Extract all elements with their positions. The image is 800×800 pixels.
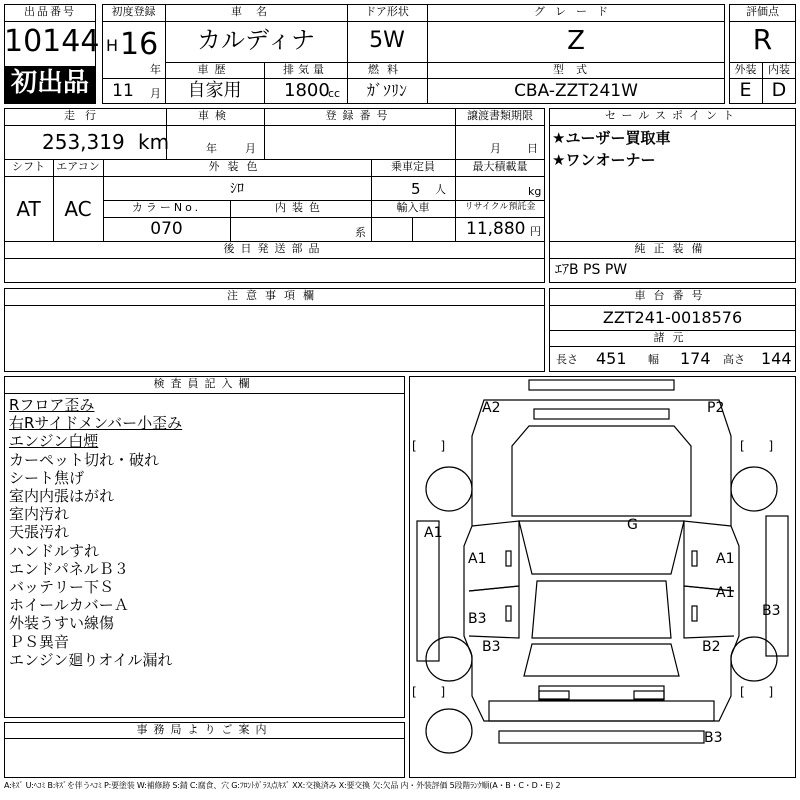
color-label: 外装色	[208, 160, 266, 173]
spare-tire-shape	[426, 709, 472, 753]
mileage-label: 走行	[64, 109, 106, 122]
model-label: 型式	[553, 63, 599, 76]
capacity: 5	[411, 180, 421, 198]
recycle-label: リサイクル預託金	[464, 202, 536, 212]
mark-p2: P2	[707, 400, 725, 416]
transfer-day-unit: 日	[527, 142, 538, 155]
mark-b3-rear: B3	[704, 730, 723, 746]
lot-number: 10144	[4, 24, 100, 59]
inspector-note: エンジン白煙	[9, 432, 99, 451]
chassis-label: 車台番号	[634, 289, 711, 302]
color-no-label: カラーNo.	[131, 201, 202, 214]
era: H	[106, 36, 119, 55]
dims-label: 諸元	[653, 331, 692, 344]
first-reg-year: 16	[120, 27, 159, 62]
tailgate-shape	[539, 686, 664, 700]
mark-b3-left-rear-door: B3	[468, 611, 487, 627]
lot-label: 出品番号	[24, 5, 76, 18]
sales-point-label: セールスポイント	[604, 109, 740, 122]
score: R	[752, 23, 773, 56]
capacity-label: 乗車定員	[391, 160, 435, 173]
tire-rear-right-shape	[731, 637, 777, 681]
mark-b2-right-tire: B2	[702, 639, 721, 655]
recycle-unit: 円	[530, 225, 541, 238]
displacement-unit: cc	[328, 87, 341, 100]
inspector-note: エンドパネルＢ３	[9, 559, 129, 578]
sales-point-2: ★ワンオーナー	[552, 151, 656, 169]
interior-color-unit: 系	[355, 226, 366, 239]
transfer-month-unit: 月	[490, 142, 501, 155]
inspector-note: 外装うすい線傷	[9, 614, 115, 633]
length-label: 長さ	[556, 353, 578, 366]
tire-front-right-shape	[731, 467, 777, 511]
right-side-panel-shape	[766, 516, 788, 656]
load-label: 最大積載量	[472, 160, 528, 173]
inspector-note: 右Rサイドメンバー小歪み	[9, 414, 183, 433]
car-name-label: 車名	[231, 5, 281, 18]
mark-b3-right-panel: B3	[762, 603, 781, 619]
model: CBA-ZZT241W	[514, 81, 638, 101]
mark-a1-right-door: A1	[716, 551, 735, 567]
reg-number-label: 登録番号	[325, 109, 394, 122]
width-label: 幅	[648, 353, 659, 366]
exterior-label: 外装	[734, 63, 757, 76]
car-diagram	[409, 376, 796, 778]
first-reg-label: 初度登録	[111, 5, 156, 18]
ac-label: エアコン	[56, 160, 100, 173]
ac: AC	[64, 197, 92, 221]
color: ｼﾛ	[230, 181, 244, 197]
legend: A:ｷｽﾞ U:ﾍｺﾐ B:ｷｽﾞを伴うﾍｺﾐ P:要塗装 W:補修跡 S:錆 C:腐食、穴 G:ﾌﾛﾝﾄｶﾞﾗｽ点ｷｽﾞ XX:交換済み X:要交換 欠:欠品 内・外装評価 5段階ﾗﾝｸ順(A・B・C・D・E) 2	[4, 781, 561, 790]
load-unit: kg	[528, 185, 542, 198]
exterior-grade: E	[739, 79, 752, 101]
history: 自家用	[187, 80, 242, 101]
office-label: 事務局よりご案内	[136, 723, 273, 736]
height-label: 高さ	[723, 353, 745, 366]
displacement-label: 排気量	[283, 63, 328, 76]
first-listing-text: 初出品	[10, 68, 89, 98]
bracket-right-bottom: [ ]	[740, 685, 784, 699]
interior-grade: D	[771, 79, 787, 101]
roof-shape	[532, 581, 671, 638]
import-label: 輸入車	[396, 201, 430, 214]
chassis-number: ZZT241-0018576	[602, 308, 743, 327]
height: 144	[761, 349, 792, 368]
left-side-panel-shape	[417, 521, 439, 661]
score-label: 評価点	[746, 5, 779, 18]
inspection-label: 車検	[198, 109, 232, 122]
shift-label: シフト	[12, 160, 45, 173]
later-parts-label: 後日発送部品	[223, 242, 326, 255]
inspector-note: ＰＳ異音	[9, 632, 70, 651]
first-reg-year-unit: 年	[150, 63, 161, 76]
inspector-note: 室内内張はがれ	[9, 487, 115, 505]
fuel-label: 燃料	[368, 63, 406, 76]
inspector-note: Rフロア歪み	[9, 396, 95, 414]
bracket-right-top: [ ]	[740, 439, 784, 453]
door: 5W	[369, 28, 405, 53]
mark-a2: A2	[482, 400, 501, 416]
windshield-shape	[519, 521, 684, 574]
hood-shape	[512, 426, 691, 516]
grade-label: グレード	[534, 5, 618, 18]
body-outline-shape	[464, 400, 739, 721]
equipment-value: ｴｱB PS PW	[555, 262, 628, 278]
capacity-unit: 人	[435, 183, 446, 196]
shift: AT	[16, 197, 41, 221]
inspector-note: ハンドルすれ	[9, 541, 100, 560]
mark-a1-left-door: A1	[468, 551, 487, 567]
length: 451	[596, 349, 627, 368]
interior-label: 内装	[768, 63, 790, 76]
inspector-note: カーペット切れ・破れ	[9, 450, 160, 469]
rear-glass-shape	[524, 644, 679, 676]
grille-shape	[534, 409, 669, 419]
first-reg-month: 11	[112, 81, 134, 101]
sales-point-1: ★ユーザー買取車	[552, 129, 671, 147]
bracket-left-bottom: [ ]	[412, 685, 456, 699]
mark-b3-left-tire: B3	[482, 639, 501, 655]
mark-a1-right-rear: A1	[716, 585, 735, 601]
mark-a1-left-panel: A1	[424, 525, 443, 541]
grade: Z	[567, 26, 585, 56]
mileage-unit: km	[138, 130, 170, 154]
inspector-note: バッテリー下Ｓ	[9, 578, 115, 596]
inspection-year-unit: 年	[206, 142, 217, 155]
door-label: ドア形状	[365, 5, 409, 18]
front-bumper-shape	[529, 380, 674, 390]
recycle: 11,880	[466, 219, 526, 239]
tire-rear-left-shape	[426, 637, 472, 681]
fuel: ｶﾞｿﾘﾝ	[366, 81, 407, 100]
inspector-note: ホイールカバーＡ	[9, 596, 129, 615]
inspector-note: 室内汚れ	[9, 505, 70, 524]
interior-color-label: 内装色	[275, 201, 326, 214]
inspector-note: エンジン廻りオイル漏れ	[9, 650, 173, 669]
first-reg-month-unit: 月	[150, 87, 161, 100]
mileage: 253,319	[42, 130, 125, 154]
transfer-label: 譲渡書類期限	[467, 109, 533, 122]
width: 174	[680, 349, 711, 368]
car-name: カルディナ	[196, 26, 316, 54]
inspector-note: 天張汚れ	[9, 523, 70, 542]
color-no: 070	[150, 219, 183, 239]
tire-front-left-shape	[426, 467, 472, 511]
caution-label: 注意事項欄	[227, 289, 322, 302]
mark-g: G	[627, 517, 638, 533]
rear-bumper-shape	[499, 731, 704, 743]
bracket-left-top: [ ]	[412, 439, 456, 453]
equipment-label: 純正装備	[634, 242, 711, 255]
displacement: 1800	[284, 80, 330, 101]
history-label: 車歴	[197, 63, 232, 76]
inspector-label: 検査員記入欄	[153, 377, 256, 390]
inspection-month-unit: 月	[245, 142, 256, 155]
inspector-note: シート焦げ	[9, 468, 85, 487]
